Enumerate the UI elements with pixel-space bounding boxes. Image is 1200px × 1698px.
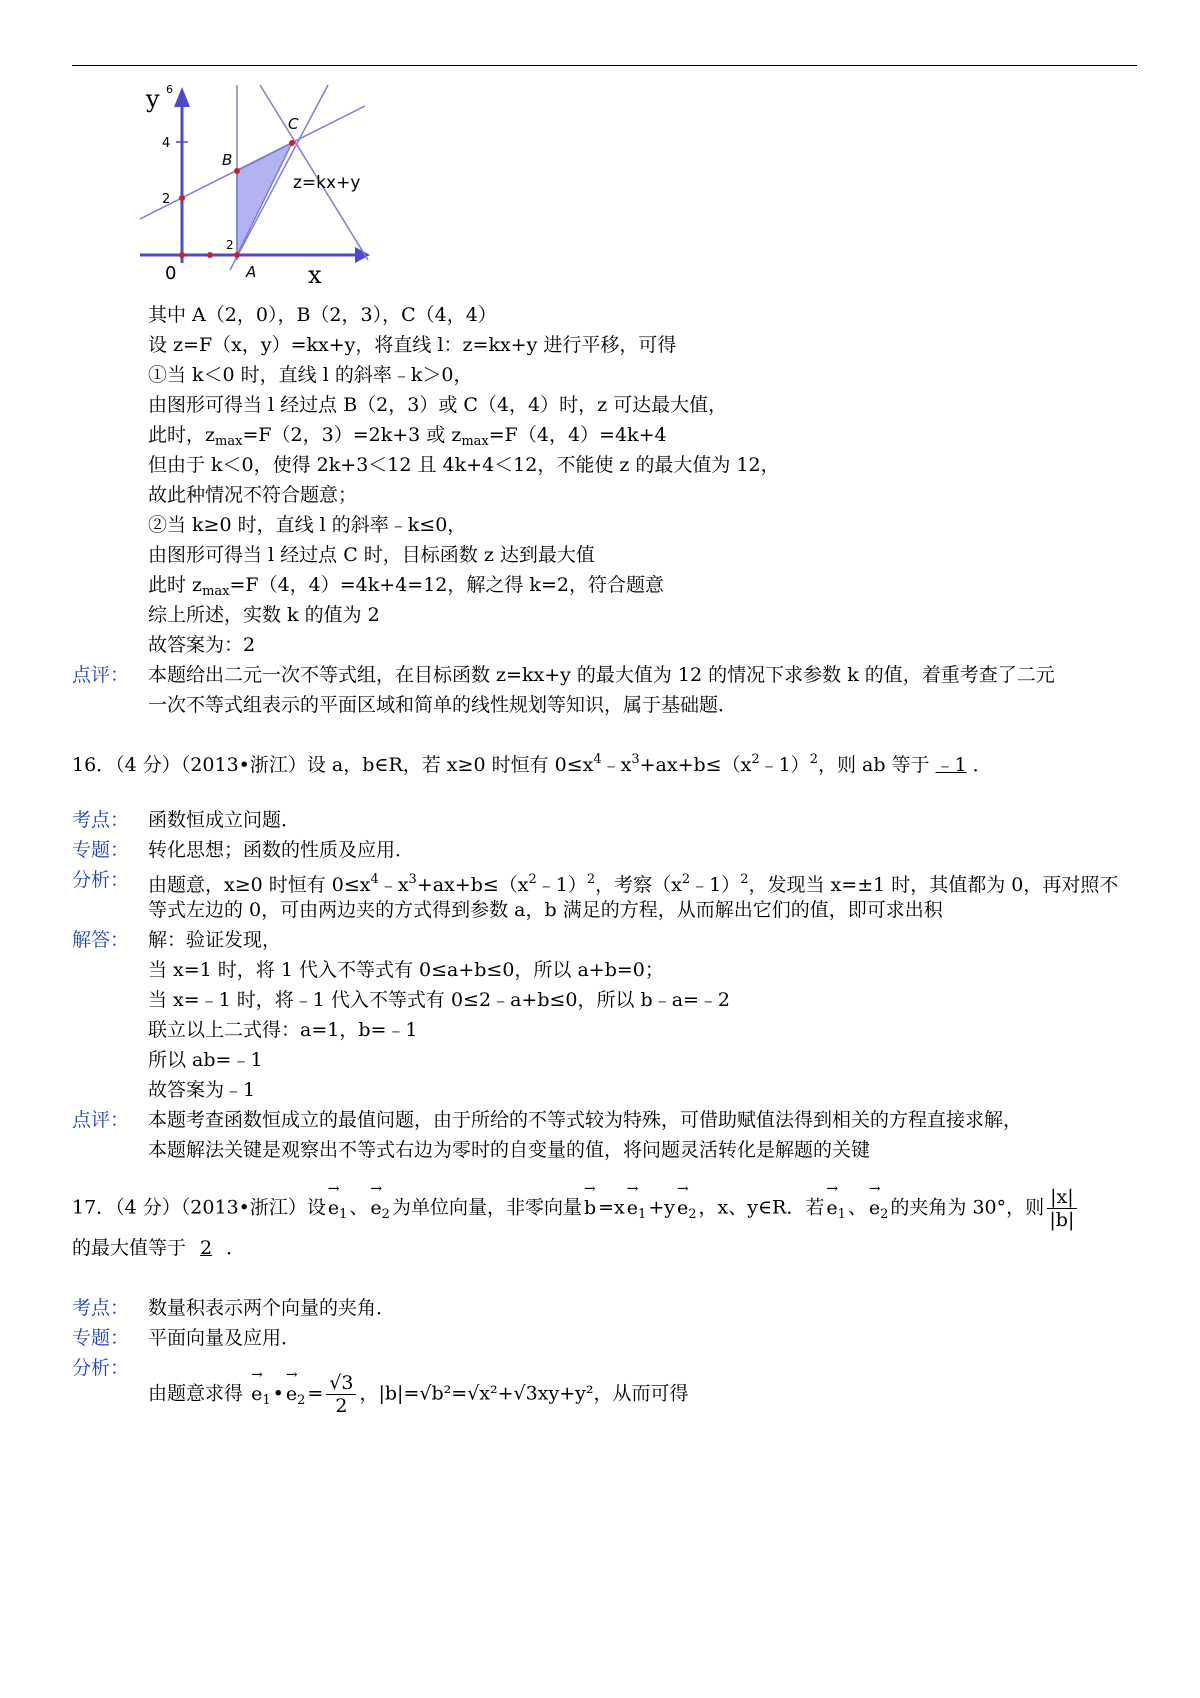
jieda-line-1: 解：验证发现， [148,929,282,951]
sol15-line-12: 故答案为：2 [148,634,256,656]
point-origin [179,252,185,258]
zhuanti-tag: 专题： [72,1327,130,1349]
y-axis-label: y [146,85,160,113]
sol15-line-6: 但由于 k＜0，使得 2k+3＜12 且 4k+4＜12，不能使 z 的最大值为 12， [148,454,780,476]
zhuanti-tag: 专题： [72,839,130,861]
jieda-tag: 解答： [72,929,130,951]
jieda-line-4: 联立以上二式得：a=1，b=﹣1 [148,1019,418,1041]
sol15-line-5: 此时，$z_{max}=F(2$，3）=2k+3 或 $z_{max}=F(4$，4）=4k+4 [148,424,667,449]
vector-e2: → $e_2$ [370,1180,390,1222]
review-line-1: 本题给出二元一次不等式组，在目标函数 z=kx+y 的最大值为 12 的情况下求参数 k 的值，着重考查了二元 [148,664,1055,686]
point-A [234,252,240,258]
point-y-2 [179,195,185,201]
fenxi-tag: 分析： [72,1357,130,1379]
tick-label-x-2: 2 [226,238,234,252]
origin-label: 0 [165,263,177,284]
line-label: z=kx+y [293,173,361,193]
sol15-line-8: ②当 k≥0 时，直线 l 的斜率﹣k≤0， [148,514,467,536]
sol15-line-1: 其中 A（2，0），B（2，3），C（4，4） [148,304,497,326]
dianping-line-2: 本题解法关键是观察出不等式右边为零时的自变量的值，将问题灵活转化是解题的关键 [148,1139,871,1161]
jieda-line-5: 所以 ab=﹣1 [148,1049,263,1071]
dianping-tag: 点评： [72,1109,130,1131]
review-line-2: 一次不等式组表示的平面区域和简单的线性规划等知识，属于基础题． [148,694,738,716]
point-B [234,168,240,174]
question-17-line-2: 的最大值等于 2 ． [72,1237,246,1259]
point-label-A: A [246,263,257,281]
fenxi-line-1: 由题意，x≥0 时恒有 $0\le x^4﹣x^3+ax+b\le(x^2﹣1)^2$，考察$(x^2﹣1)^2$，发现当 x=±1 时，其值都为 0，再对照不 [148,872,1119,896]
x-axis-label: x [308,261,322,289]
feasible-region-graph [140,85,410,315]
zhuanti-text: 平面向量及应用． [148,1327,301,1349]
ratio-fraction: $\frac{|x|}{|b|}$ [1047,1186,1077,1231]
review-tag: 点评： [72,664,130,686]
sol15-line-10: 此时 $z_{max}=F(4$，4）=4k+4=12，解之得 k=2，符合题意 [148,574,664,599]
kaodian-tag: 考点： [72,809,130,831]
fenxi-line-2: 等式左边的 0，可由两边夹的方式得到参数 a，b 满足的方程，从而解出它们的值，即可求出积 [148,899,943,921]
sol15-line-9: 由图形可得当 l 经过点 C 时，目标函数 z 达到最大值 [148,544,595,566]
dianping-line-1: 本题考查函数恒成立的最值问题，由于所给的不等式较为特殊，可借助赋值法得到相关的方程直接求解， [148,1109,1023,1131]
zhuanti-text: 转化思想；函数的性质及应用． [148,839,415,861]
tick-label-y-6: 6 [166,85,173,96]
jieda-line-6: 故答案为﹣1 [148,1079,256,1101]
point-x-1 [207,252,213,258]
sol15-line-11: 综上所述，实数 k 的值为 2 [148,604,380,626]
jieda-line-2: 当 x=1 时，将 1 代入不等式有 0≤a+b≤0，所以 a+b=0； [148,959,664,981]
sol15-line-3: ①当 k＜0 时，直线 l 的斜率﹣k＞0， [148,364,473,386]
x-axis-arrow [355,247,370,263]
kaodian-text: 函数恒成立问题． [148,809,301,831]
jieda-line-3: 当 x=﹣1 时，将﹣1 代入不等式有 0≤2﹣a+b≤0，所以 b﹣a=﹣2 [148,989,731,1011]
answer-blank: 2 [200,1237,213,1259]
fenxi-tag: 分析： [72,869,130,891]
kaodian-tag: 考点： [72,1297,130,1319]
header-rule [72,65,1137,66]
vector-e1: → $e_1$ [327,1180,348,1222]
point-C [289,140,295,146]
question-16: 16．（4 分）（2013•浙江）设 a，b∈R，若 x≥0 时恒有 $0\le x^4﹣x^3+ax+b\le(x^2﹣1)^2$，则 ab 等于 ﹣1 ． [72,752,992,776]
answer-blank: ﹣1 [935,754,967,776]
point-label-B: B [222,151,233,169]
sol15-line-4: 由图形可得当 l 经过点 B（2，3）或 C（4，4）时，z 可达最大值， [148,394,728,416]
question-17: 17．（4 分）（2013•浙江）设 → $e_1$ 、 → $e_2$ 为单位向量，非零向量 → b =x → $e_1 +y$ → $e_2$ ，x、y∈R．若 → $e_1$ 、 → $e_2$ 的夹角为 30°，则 $\frac{|x|}{|b|}$ [72,1186,1080,1231]
point-label-C: C [288,115,299,133]
vector-b: → b [583,1180,597,1219]
sol15-line-2: 设 z=F（x，y）=kx+y，将直线 l：z=kx+y 进行平移，可得 [148,334,677,356]
sol15-line-7: 故此种情况不符合题意； [148,484,358,506]
tick-label-y-2: 2 [162,192,171,207]
fenxi-formula-line: 由题意求得 → $e_1$ • → $e_2$ = $\frac{√3}{2}$ ，|b|=√b²=√x²+√3xy+y²，从而可得 [148,1366,689,1417]
y-axis-arrow [174,87,190,107]
feasible-region [237,143,292,255]
tick-label-y-4: 4 [162,136,171,151]
kaodian-text: 数量积表示两个向量的夹角． [148,1297,396,1319]
